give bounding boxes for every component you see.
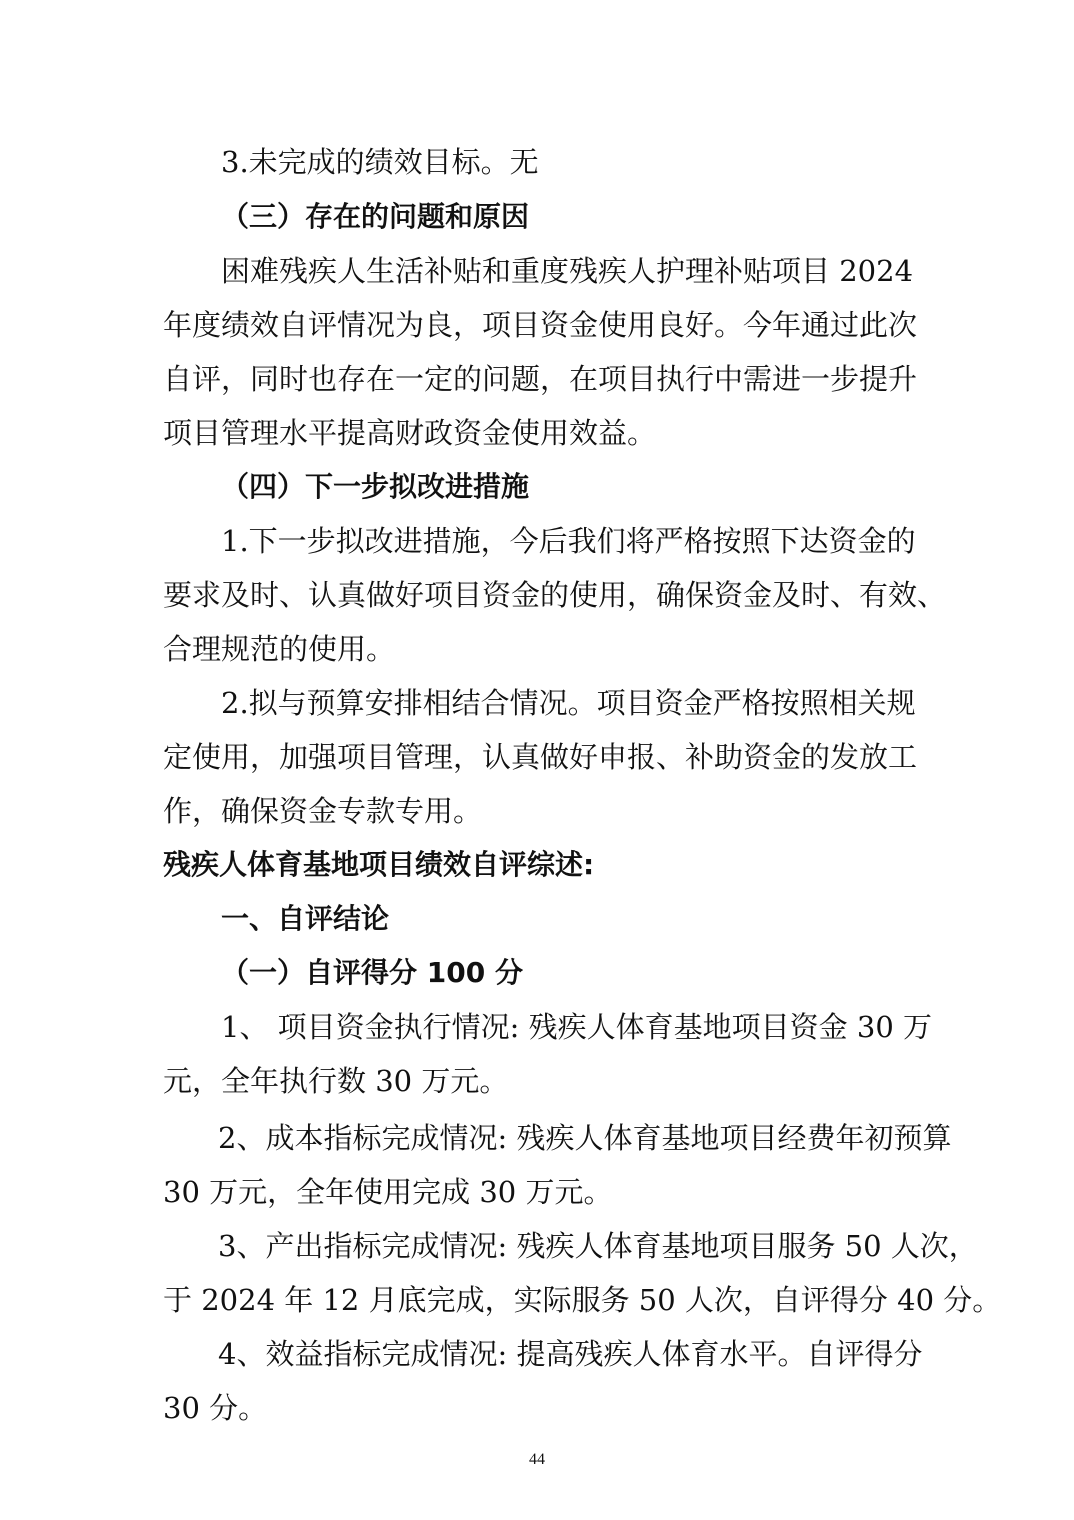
paragraph-line: 年度绩效自评情况为良，项目资金使用良好。今年通过此次 (163, 308, 918, 342)
paragraph-line: 3.未完成的绩效目标。无 (221, 145, 539, 179)
paragraph-line: 自评，同时也存在一定的问题，在项目执行中需进一步提升 (163, 362, 918, 396)
section-heading: （四）下一步拟改进措施 (221, 470, 530, 503)
section-heading: （三）存在的问题和原因 (221, 200, 530, 233)
paragraph-line: 2、成本指标完成情况: 残疾人体育基地项目经费年初预算 (218, 1121, 952, 1155)
paragraph-line: 项目管理水平提高财政资金使用效益。 (163, 416, 657, 450)
paragraph-line: 3、产出指标完成情况: 残疾人体育基地项目服务 50 人次， (218, 1229, 978, 1263)
page-number: 44 (529, 1451, 545, 1468)
paragraph-line: 合理规范的使用。 (163, 632, 396, 666)
paragraph-line: 困难残疾人生活补贴和重度残疾人护理补贴项目 2024 (221, 254, 914, 288)
paragraph-line: 1、 项目资金执行情况: 残疾人体育基地项目资金 30 万 (221, 1010, 932, 1044)
paragraph-line: 30 万元，全年使用完成 30 万元。 (163, 1175, 613, 1209)
paragraph-line: 4、效益指标完成情况: 提高残疾人体育水平。自评得分 (218, 1337, 923, 1371)
paragraph-line: 1.下一步拟改进措施，今后我们将严格按照下达资金的 (221, 524, 916, 558)
paragraph-line: 30 分。 (163, 1391, 268, 1425)
section-title: 残疾人体育基地项目绩效自评综述: (163, 848, 595, 881)
paragraph-line: 于 2024 年 12 月底完成，实际服务 50 人次，自评得分 40 分。 (163, 1283, 1002, 1317)
paragraph-line: 2.拟与预算安排相结合情况。项目资金严格按照相关规 (221, 686, 916, 720)
paragraph-line: 元，全年执行数 30 万元。 (163, 1064, 509, 1098)
section-heading: 一、自评结论 (221, 902, 390, 935)
section-heading: （一）自评得分 100 分 (221, 956, 523, 989)
paragraph-line: 定使用，加强项目管理，认真做好申报、补助资金的发放工 (163, 740, 918, 774)
paragraph-line: 要求及时、认真做好项目资金的使用，确保资金及时、有效、 (163, 578, 947, 612)
paragraph-line: 作，确保资金专款专用。 (163, 794, 483, 828)
